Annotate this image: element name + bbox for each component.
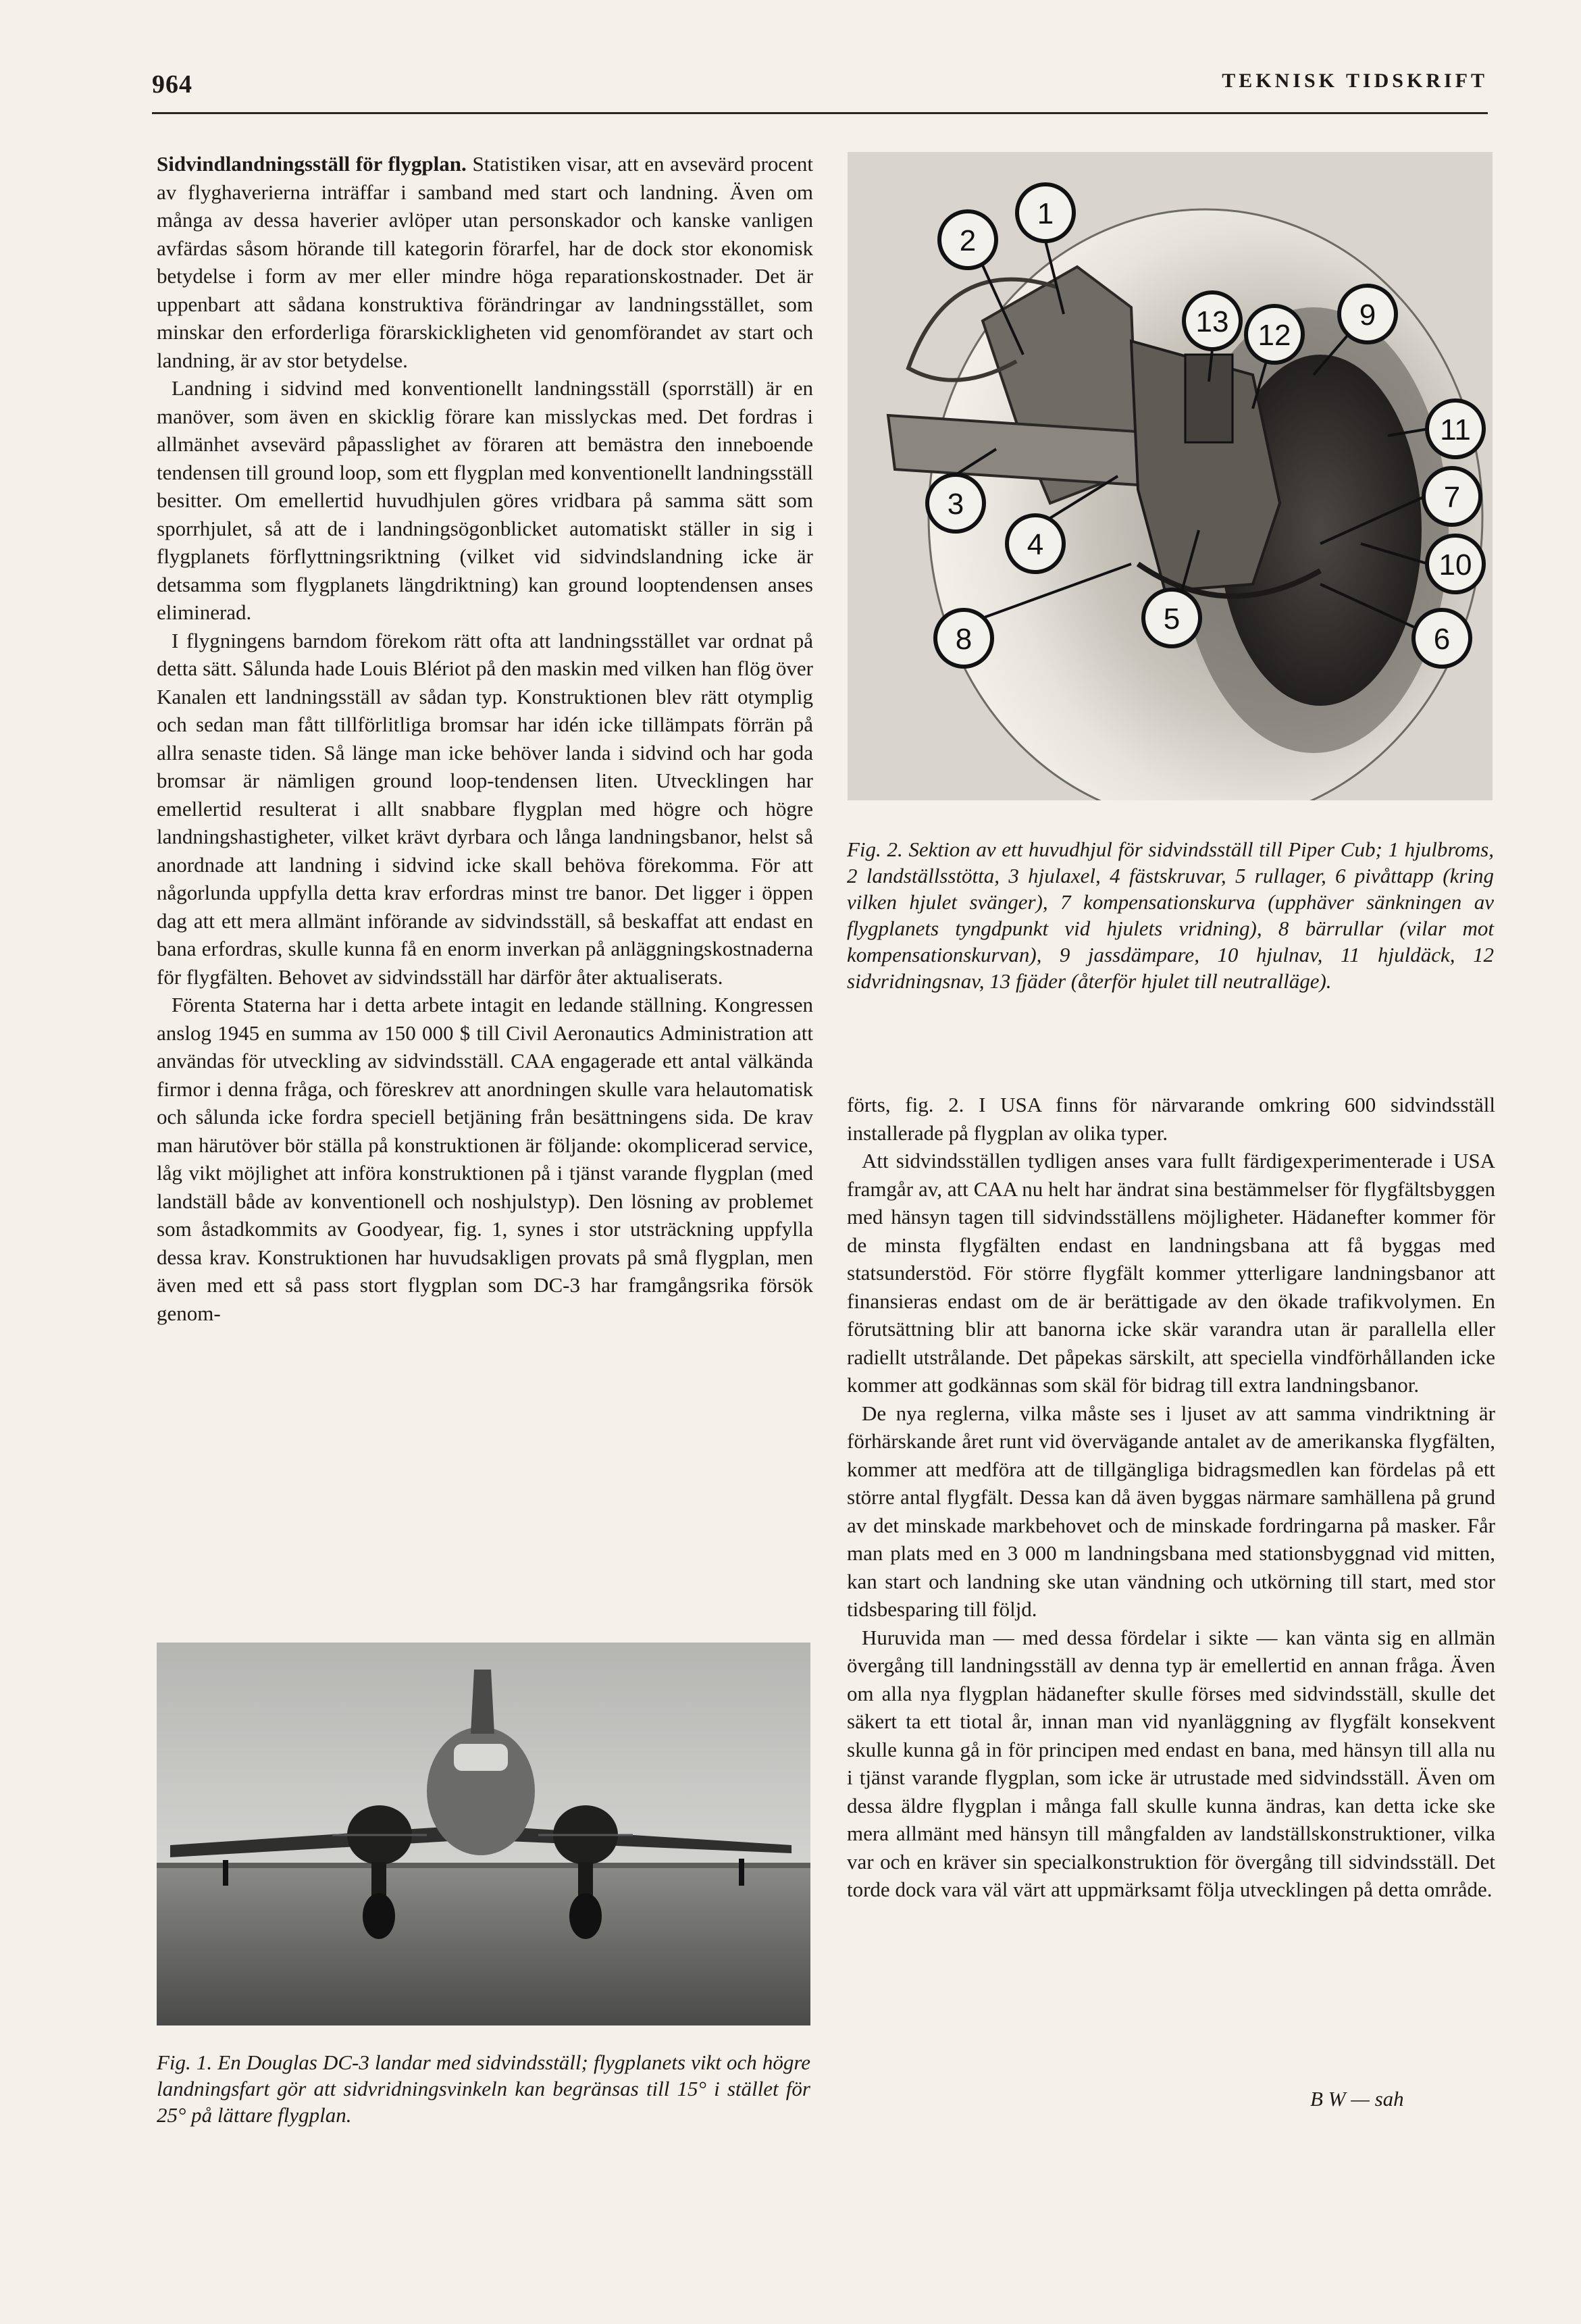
callout-9 [1339,286,1396,342]
svg-text:1: 1 [1037,197,1054,230]
svg-text:10: 10 [1439,548,1472,582]
svg-text:12: 12 [1258,319,1291,352]
dc3-tail [471,1670,494,1734]
svg-text:8: 8 [955,623,973,656]
article-paragraph-7: De nya reglerna, vilka måste ses i ljuset av att samma vindriktning är förhärskande året runt vid övervägande antalet av de amerikanska flygfälten, kommer att medföra att de tillgängliga bidragsmedlen kan fördelas på ett större antal flygfält. Dessa kan då även byggas närmare samhällena på grund av det minskade markbehovet och de minskade fordringarna på masker. Får man plats med en 3 000 m landningsbana med stationsbyggnad vid mitten, kan start och landning ske utan vändning och utkörning till start, med stor tidsbesparing till följd. [847,1401,1495,1621]
callout-12 [1246,306,1303,363]
article-right-column [847,1091,1495,1904]
article-paragraph-3: I flygningens barndom förekom rätt ofta att landningsstället var ordnat på detta sätt. Sålunda hade Louis Blériot på den maskin med vilken han flög över Kanalen ett landningsställ av sådan typ. Konstruktionen blev rätt otymplig och sedan man fått tillförlitliga bromsar har idén icke tillämpats förrän på allra senaste tiden. Så länge man icke behöver landa i sidvind och har goda bromsar är nämligen ground loop-tendensen liten. Utvecklingen har emellertid resulterat i allt snabbare flygplan med högre och högre landningshastigheter, vilket krävt dyrbara och långa landningsbanor, helst så anordnade att landning i sidvind icke skall behöva förekomma. För att någorlunda uppfylla detta krav erfordras minst tre banor. Det ligger i öppen dag att ett mera allmänt införande av sidvindsställ, så beskaffat att endast en bana erfordras, skulle kunna få en enorm inverkan på anläggningskostnaderna för flygfälten. Behovet av sidvindsställ har därför åter aktualiserats. [157,628,813,989]
callout-7 [1424,468,1480,525]
svg-text:3: 3 [947,488,964,521]
callout-3 [927,475,984,532]
svg-text:7: 7 [1443,481,1461,514]
journal-title: TEKNISK TIDSKRIFT [1222,70,1488,92]
svg-text:9: 9 [1359,299,1376,332]
header-rule [152,112,1488,114]
svg-text:5: 5 [1163,602,1181,636]
svg-text:11: 11 [1440,413,1471,446]
callout-2 [939,211,996,268]
fig1-image [157,1643,810,2025]
article-paragraph-2: Landning i sidvind med konventionellt landningsställ (sporrställ) är en manöver, som även en skicklig förare kan misslyckas med. Det fordras i allmänhet avsevärd påpasslighet av föraren att bemästra den inneboende tendensen till ground loop, som ett flygplan med konventionellt landningsställ besitter. Om emellertid huvudhjulen göres vridbara på samma sätt som sporrhjulet, så att de i landningsögonblicket automatiskt ställer in sig i flygplanets förflyttningsriktning (vilket vid sidvindslandning icke är detsamma som flygplanets längdriktning) kan ground looptendensen anses eliminerad. [157,376,813,624]
callout-11 [1427,401,1484,457]
runway-ground [157,1865,810,2025]
spring-shape [1185,355,1233,442]
person-right [739,1859,744,1886]
fig2-image [848,152,1493,800]
svg-text:6: 6 [1433,623,1451,656]
article-paragraph-1 [157,150,813,374]
svg-text:13: 13 [1195,305,1229,338]
fig1-caption: Fig. 1. En Douglas DC-3 landar med sidvindsställ; flygplanets vikt och högre landningsfart gör att sidvridningsvinkeln kan begränsas till 15° i stället för 25° på lättare flygplan. [157,2050,810,2127]
article-title: Sidvindlandningsställ för flygplan. [157,152,467,176]
fig2-wheel-section-drawing [848,152,1493,800]
article-paragraph-4: Förenta Staterna har i detta arbete intagit en ledande ställning. Kongressen anslog 1945 en summa av 150 000 $ till Civil Aeronautics Administration att användas för utveckling av sidvindsställ. CAA engagerade ett antal välkända firmor i denna fråga, och föreskrev att anordningen skulle vara helautomatisk och sålunda icke fordra speciell betjäning från besättningens sida. De krav man härutöver bör ställa på konstruktionen är följande: okomplicerad service, låg vikt möjlighet att införa konstruktionen på i tjänst varande flygplan (med landställ både av konventionell och noshjulstyp). Den lösning av problemet som åstadkommits av Goodyear, fig. 1, synes i stor utsträckning uppfylla dessa krav. Konstruktionen har huvudsakligen provats på små flygplan, men även med ett så pass stort flygplan som DC-3 har framgångsrika försök genom- [157,993,813,1325]
article-signature: B W — sah [1310,2087,1404,2111]
article-paragraph-5: förts, fig. 2. I USA finns för närvarande omkring 600 sidvindsställ installerade på flygplan av olika typer. [847,1093,1495,1145]
callout-1 [1017,184,1074,241]
article-left-column [157,150,813,1327]
svg-text:2: 2 [959,224,977,257]
callout-6 [1414,610,1470,667]
fig2-caption: Fig. 2. Sektion av ett huvudhjul för sidvindsställ till Piper Cub; 1 hjulbroms, 2 landställsstötta, 3 hjulaxel, 4 fästskruvar, 5 rullager, 6 pivåttapp (kring vilken hjulet svänger), 7 kompensationskurva (upphäver sänkningen av flygplanets tyngdpunkt vid hjulets vridning), 8 bärrullar (vilar mot kompensationskurvan), 9 jassdämpare, 10 hjulnav, 11 hjuldäck, 12 sidvridningsnav, 13 fjäder (återför hjulet till neutralläge). [847,837,1494,993]
fig1-dc3-photo [157,1643,810,2025]
page-number: 964 [152,70,192,99]
callout-4 [1007,515,1064,572]
callout-13 [1184,292,1241,349]
article-paragraph-8: Huruvida man — med dessa fördelar i sikte — kan vänta sig en allmän övergång till landningsställ av denna typ är emellertid en annan fråga. Även om alla nya flygplan hädanefter skulle förses med sidvindsställ, skulle det säkert ta ett tiotal år, innan man vid nyanläggning av flygfält konsekvent skulle kunna gå in för principen med endast en bana, med hänsyn till alla nu i tjänst varande flygplan, som icke är utrustade med sidvindsställ. Även om dessa äldre flygplan i många fall skulle kunna ändras, kan detta icke ske mera allmänt med hänsyn till mångfalden av landställskonstruktioner, vilka var och en kräver sin specialkonstruktion för övergång till sidvindsställ. Det torde dock vara väl värt att uppmärksamt följa utvecklingen på detta område. [847,1625,1495,1901]
paragraph-text: Statistiken visar, att en avsevärd procent av flyghaverierna inträffar i samband med start och landning. Även om många av dessa haverier avlöper utan personskador och kanske vanligen avfärdas såsom hörande till kategorin förarfel, har de dock stor ekonomisk betydelse i form av mer eller mindre höga reparationskostnader. Det är uppenbart att sådana konstruktiva förändringar av landningsstället, som minskar den erforderliga förarskickligheten vid genomförandet av start och landning, är av stor betydelse. [157,152,813,372]
svg-text:4: 4 [1027,528,1044,561]
callout-10 [1427,536,1484,592]
article-paragraph-6: Att sidvindsställen tydligen anses vara fullt färdigexperimenterade i USA framgår av, att CAA nu helt har ändrat sina bestämmelser för flygfältsbyggen med hänsyn tagen till sidvindsställens möjligheter. Hädanefter kommer för de minsta flygfälten endast en landningsbana att få byggas med statsunderstöd. För större flygfält kommer ytterligare landningsbanor att finansieras endast om de är berättigade av den ökade trafikvolymen. En förutsättning blir att banorna icke skär varandra utan är parallella eller radiellt utstrålande. Det påpekas särskilt, att speciella vindförhållanden icke kommer att godkännas som skäl för bidrag till extra landningsbanor. [847,1149,1495,1397]
callout-5 [1143,590,1200,646]
person-left [223,1860,228,1886]
